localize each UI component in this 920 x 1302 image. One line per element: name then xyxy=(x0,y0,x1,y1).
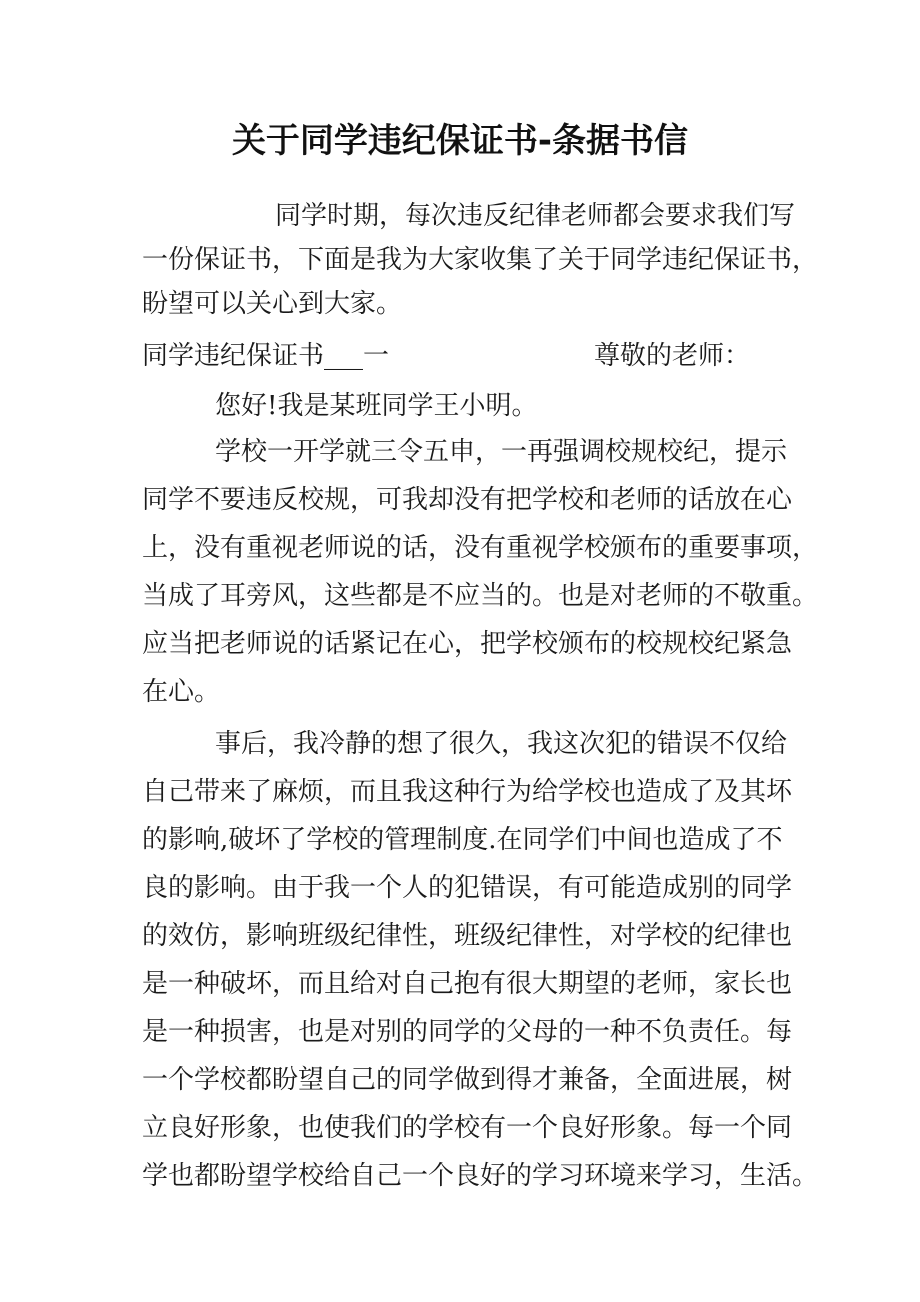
paragraph-line: 学校一开学就三令五申，一再强调校规校纪，提示 xyxy=(215,437,788,467)
paragraph-line: 立良好形象，也使我们的学校有一个良好形象。每一个同 xyxy=(142,1113,793,1143)
paragraph-line: 是一种损害，也是对别的同学的父母的一种不负责任。每 xyxy=(142,1017,793,1047)
paragraph-line: 应当把老师说的话紧记在心，把学校颁布的校规校纪紧急 xyxy=(142,629,793,659)
paragraph-line: 上，没有重视老师说的话，没有重视学校颁布的重要事项， xyxy=(142,533,819,563)
document-title: 关于同学违纪保证书-条据书信 xyxy=(231,121,689,161)
paragraph-line: 是一种破坏，而且给对自己抱有很大期望的老师，家长也 xyxy=(142,969,793,999)
intro-line: 一份保证书，下面是我为大家收集了关于同学违纪保证书， xyxy=(142,245,819,275)
paragraph-line: 自己带来了麻烦，而且我这种行为给学校也造成了及其坏 xyxy=(142,777,793,807)
paragraph-line: 学也都盼望学校给自己一个良好的学习环境来学习，生活。 xyxy=(142,1161,819,1191)
paragraph-line: 在心。 xyxy=(142,677,221,707)
intro-line: 盼望可以关心到大家。 xyxy=(142,289,403,319)
intro-line: 同学时期，每次违反纪律老师都会要求我们写 xyxy=(275,201,796,231)
salutation: 尊敬的老师： xyxy=(594,341,751,371)
paragraph-line: 同学不要违反校规，可我却没有把学校和老师的话放在心 xyxy=(142,485,793,515)
paragraph-line: 事后，我冷静的想了很久，我这次犯的错误不仅给 xyxy=(215,729,788,759)
paragraph-line: 的影响,破坏了学校的管理制度.在同学们中间也造成了不 xyxy=(142,825,783,855)
greeting: 您好!我是某班同学王小明。 xyxy=(215,391,538,421)
paragraph-line: 一个学校都盼望自己的同学做到得才兼备，全面进展，树 xyxy=(142,1065,793,1095)
letter-heading xyxy=(142,330,842,382)
paragraph-line: 良的影响。由于我一个人的犯错误，有可能造成别的同学 xyxy=(142,873,793,903)
paragraph-line: 当成了耳旁风，这些都是不应当的。也是对老师的不敬重。 xyxy=(142,581,819,611)
paragraph-line: 的效仿，影响班级纪律性，班级纪律性，对学校的纪律也 xyxy=(142,921,793,951)
letter-heading-label: 同学违纪保证书___一 xyxy=(142,341,390,371)
